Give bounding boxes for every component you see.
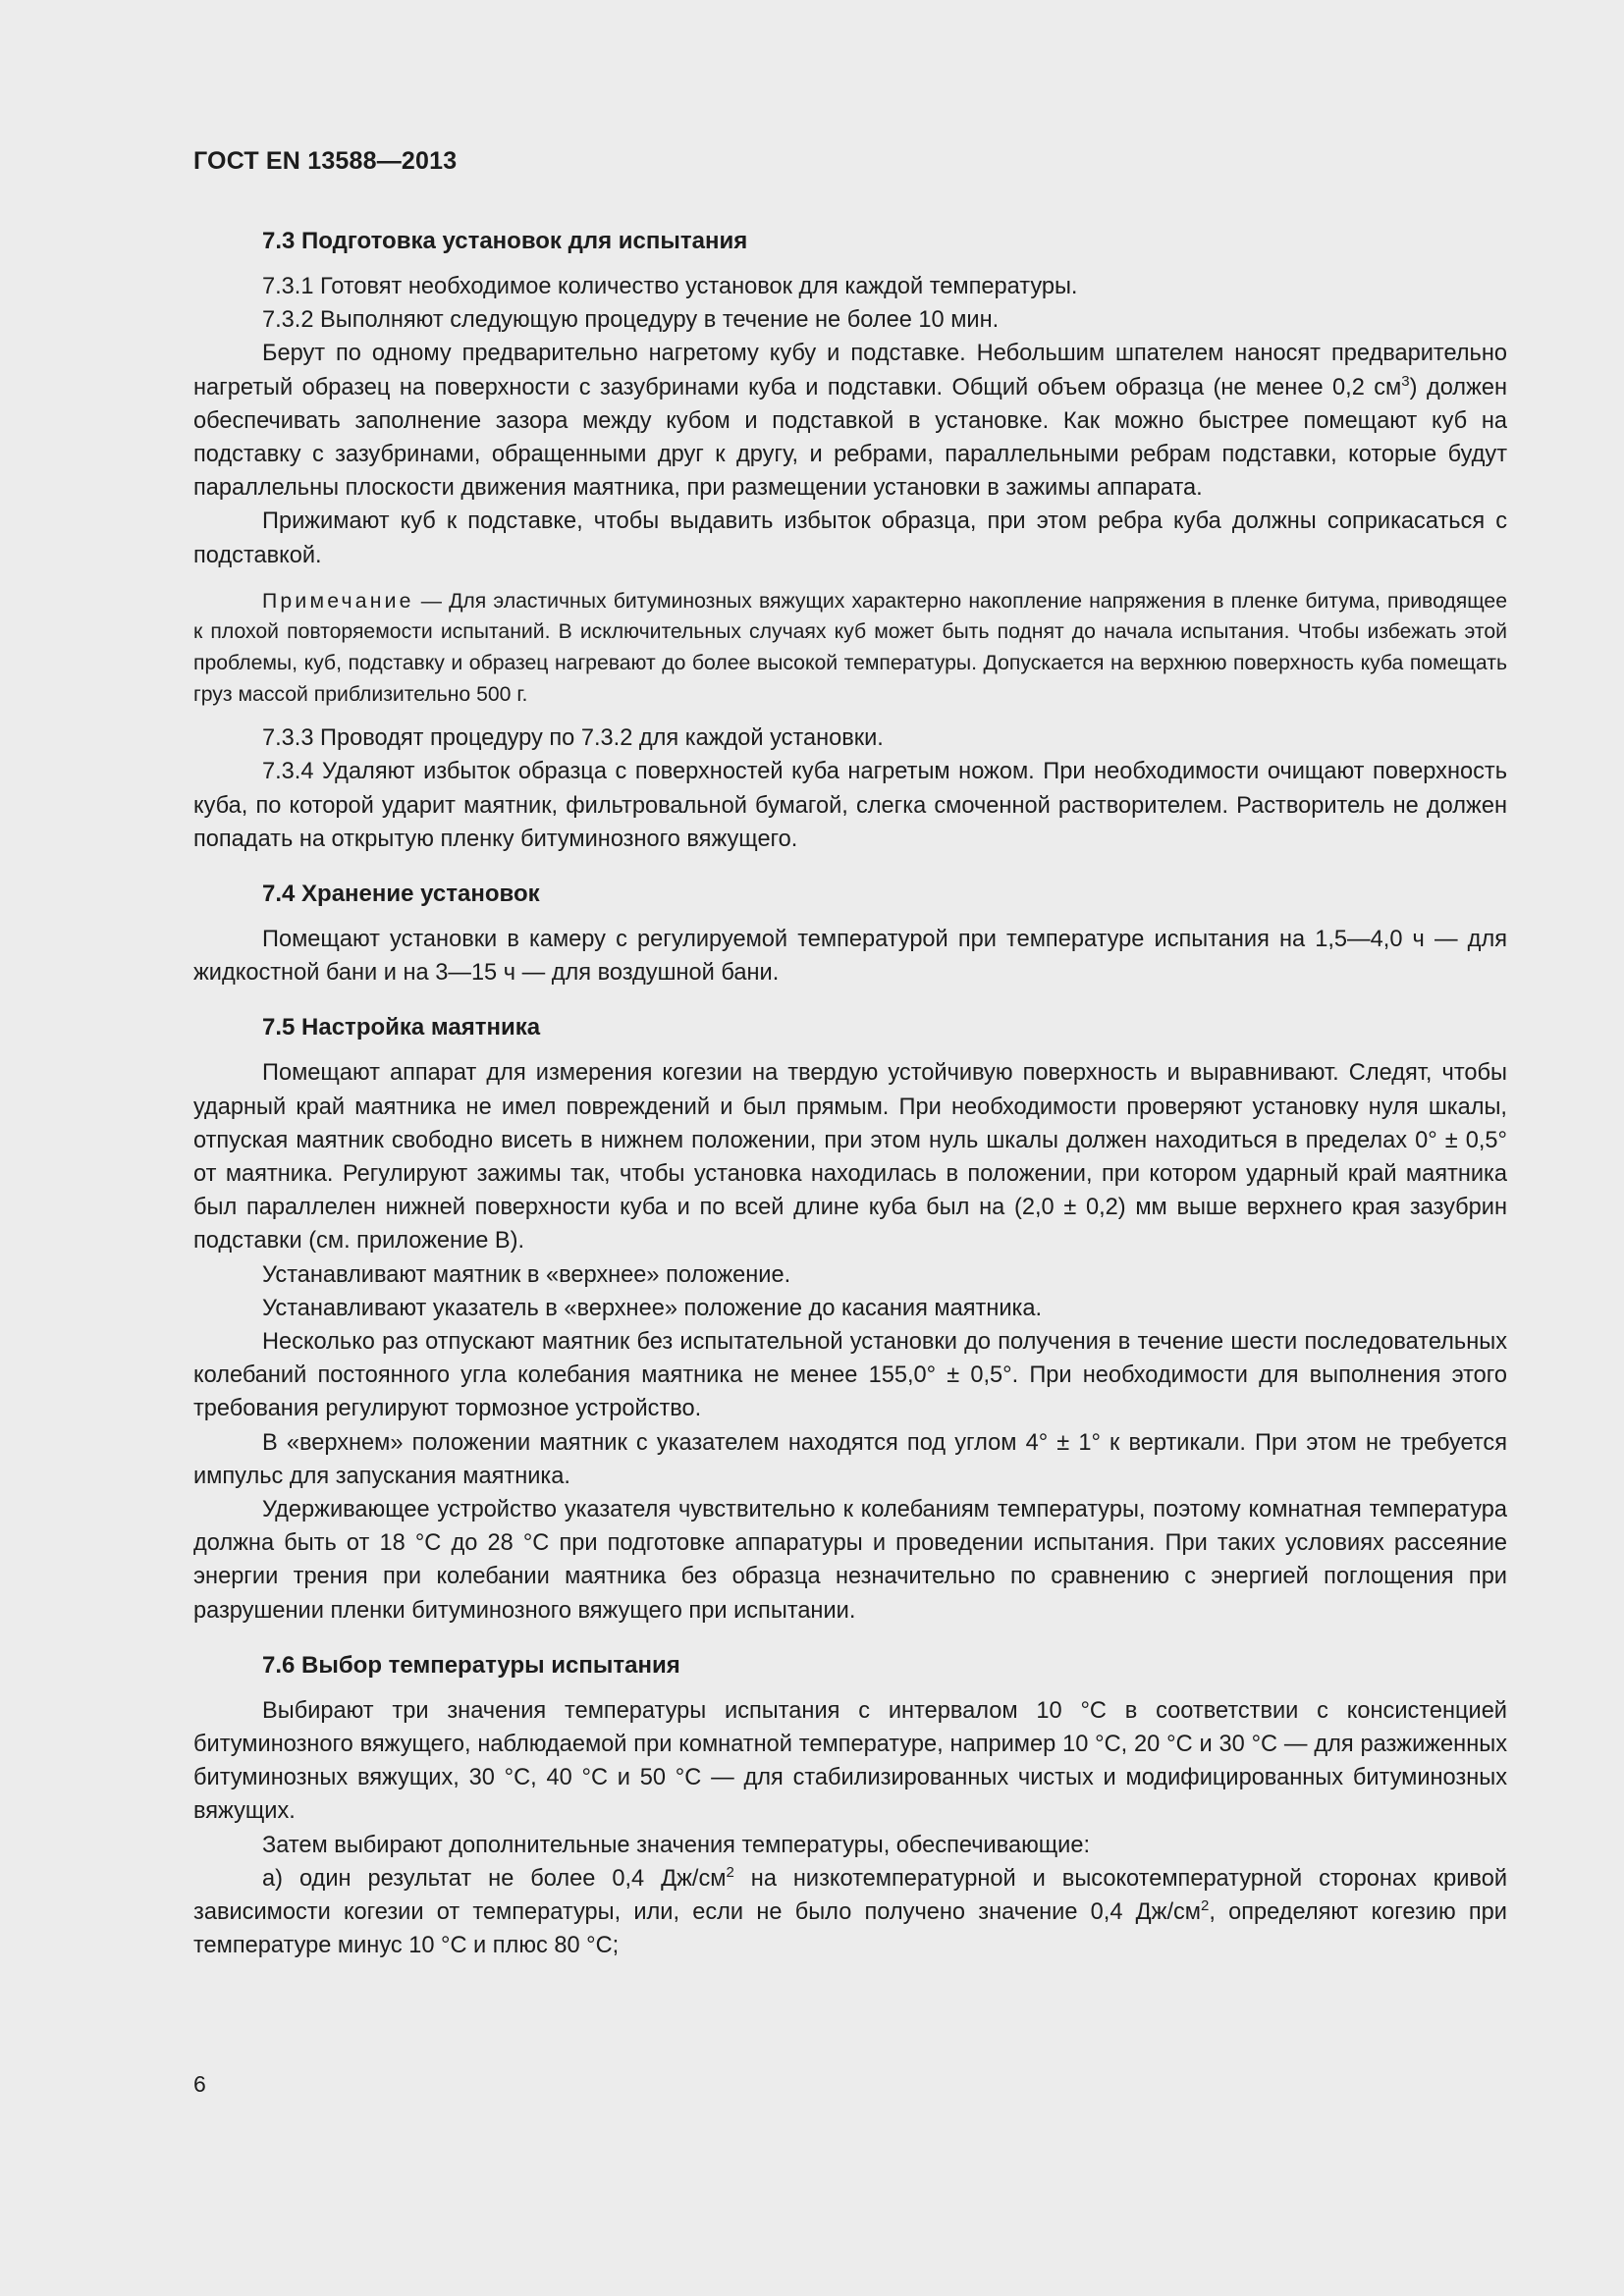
section-7-6-heading: 7.6 Выбор температуры испытания [262, 1651, 680, 1679]
paragraph: 7.3.2 Выполняют следующую процедуру в течение не более 10 мин. [262, 307, 1000, 334]
paragraph: Устанавливают маятник в «верхнее» положение. [262, 1261, 791, 1288]
paragraph: 7.3.4 Удаляют избыток образца с поверхностей куба нагретым ножом. При необходимости очищают поверхность куба, по которой ударит маятник, фильтровальной бумагой, слегка смоченной растворителем. Растворитель не должен попадать на открытую пленку битуминозного вяжущего. [193, 759, 1507, 852]
section-7-5-heading: 7.5 Настройка маятника [262, 1014, 541, 1041]
text-run: а) один результат не более 0,4 Дж/см [262, 1865, 727, 1892]
paragraph: Несколько раз отпускают маятник без испытательной установки до получения в течение шести последовательных колебаний постоянного угла колебания маятника не менее 155,0° ± 0,5°. При необходимости для выполнения этого требования регулируют тормозное устройство. [193, 1329, 1507, 1422]
paragraph [193, 1862, 1507, 1963]
text-run: ) должен обеспечивать заполнение зазора между кубом и подставкой в установке. Как можно быстрее помещают куб на подставку с зазубринами, обращенными друг к другу, и ребрами, параллельными ребрам подставки, которые будут параллельны плоскости движения маятника, при размещении установки в зажимы аппарата. [193, 374, 1508, 502]
paragraph: 7.3.3 Проводят процедуру по 7.3.2 для каждой установки. [262, 725, 884, 752]
superscript: 2 [726, 1864, 734, 1882]
paragraph: Устанавливают указатель в «верхнее» положение до касания маятника. [262, 1295, 1043, 1321]
paragraph: Помещают установки в камеру с регулируемой температурой при температуре испытания на 1,5—4,0 ч — для жидкостной бани и на 3—15 ч — для воздушной бани. [193, 927, 1507, 987]
section-7-4-heading: 7.4 Хранение установок [262, 881, 540, 908]
document-code: ГОСТ EN 13588—2013 [193, 147, 458, 175]
paragraph [193, 337, 1507, 505]
note-text: — Для эластичных битуминозных вяжущих характерно накопление напряжения в пленке битума, приводящее к плохой повторяемости испытаний. В исключительных случаях куб может быть поднят до начала испытания. Чтобы избежать этой проблемы, куб, подставку и образец нагревают до более высокой температуры. Допускается на верхнюю поверхность куба помещать груз массой приблизительно 500 г. [193, 589, 1507, 706]
superscript: 2 [1201, 1897, 1210, 1915]
text-run: Берут по одному предварительно нагретому кубу и подставке. Небольшим шпателем наносят предварительно нагретый образец на поверхности с зазубринами куба и подставки. Общий объем образца (не менее 0,2 см [193, 341, 1507, 400]
page-number: 6 [193, 2071, 206, 2097]
text-run: , определяют когезию при температуре минус 10 °С и плюс 80 °С; [193, 1899, 1507, 1959]
paragraph: Выбирают три значения температуры испытания с интервалом 10 °С в соответствии с консистенцией битуминозного вяжущего, наблюдаемой при комнатной температуре, например 10 °С, 20 °С и 30 °С — для разжиженных битуминозных вяжущих, 30 °С, 40 °С и 50 °С — для стабилизированных чистых и модифицированных битуминозных вяжущих. [193, 1697, 1507, 1825]
paragraph: Помещают аппарат для измерения когезии на твердую устойчивую поверхность и выравнивают. Следят, чтобы ударный край маятника не имел повреждений и был прямым. При необходимости проверяют установку нуля шкалы, отпуская маятник свободно висеть в нижнем положении, при этом нуль шкалы должен находиться в пределах 0° ± 0,5° от маятника. Регулируют зажимы так, чтобы установка находилась в положении, при котором ударный край маятника был параллелен нижней поверхности куба и по всей длине куба был на (2,0 ± 0,2) мм выше верхнего края зазубрин подставки (см. приложение В). [193, 1060, 1507, 1255]
text-run: на низкотемпературной и высокотемпературной сторонах кривой зависимости когезии от температуры, или, если не было получено значение 0,4 Дж/см [193, 1865, 1507, 1926]
paragraph: Прижимают куб к подставке, чтобы выдавить избыток образца, при этом ребра куба должны соприкасаться с подставкой. [193, 508, 1507, 568]
note [193, 586, 1507, 710]
paragraph: 7.3.1 Готовят необходимое количество установок для каждой температуры. [262, 274, 1078, 299]
note-label: Примечание [262, 589, 414, 613]
paragraph: Затем выбирают дополнительные значения температуры, обеспечивающие: [262, 1832, 1091, 1858]
paragraph: Удерживающее устройство указателя чувствительно к колебаниям температуры, поэтому комнатная температура должна быть от 18 °С до 28 °С при подготовке аппаратуры и проведении испытания. При таких условиях рассеяние энергии трения при колебании маятника без образца незначительно по сравнению с энергией поглощения при разрушении пленки битуминозного вяжущего при испытании. [193, 1497, 1507, 1624]
superscript: 3 [1401, 372, 1410, 390]
document-body [193, 225, 1507, 1963]
paragraph: В «верхнем» положении маятник с указателем находятся под углом 4° ± 1° к вертикали. При этом не требуется импульс для запускания маятника. [193, 1429, 1507, 1489]
section-7-3-heading: 7.3 Подготовка установок для испытания [262, 228, 748, 254]
